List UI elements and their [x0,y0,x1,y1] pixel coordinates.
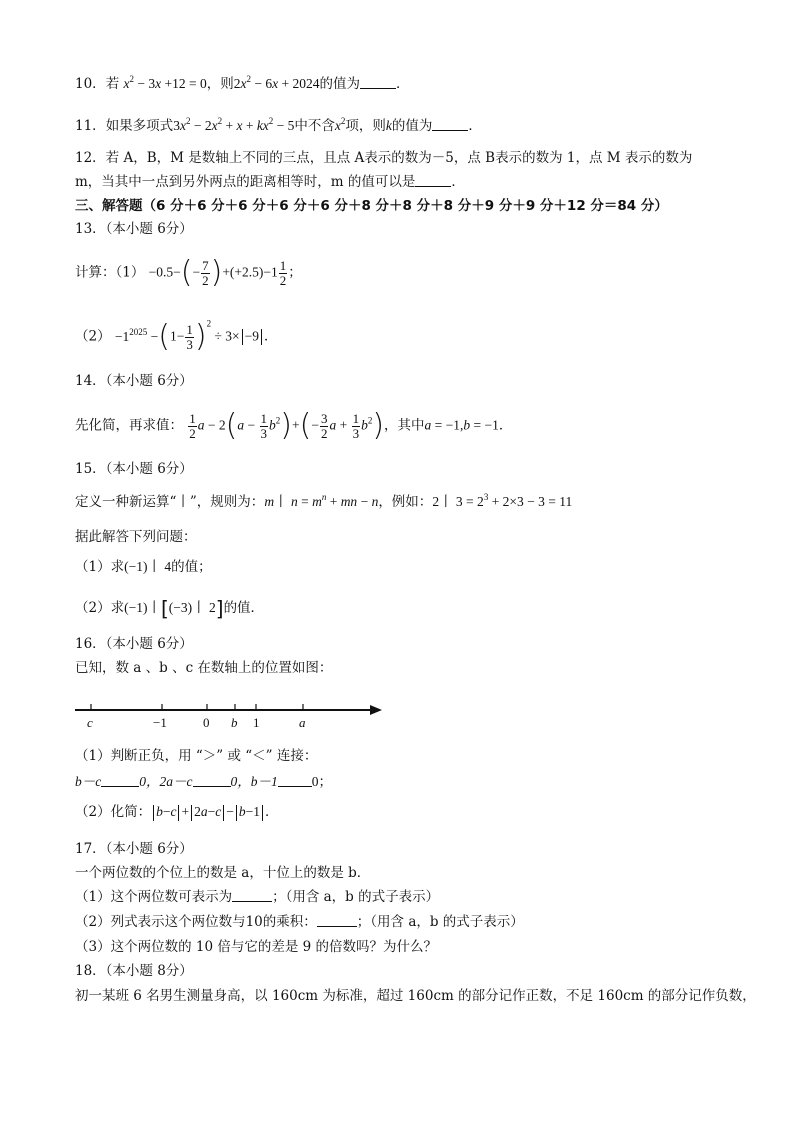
q13-calc: 计算：（1） [75,264,145,281]
question-12-line2 [75,173,465,191]
answer-blank[interactable] [232,889,272,902]
q17-head: 17．（本小题 6分） [75,841,193,857]
q11-end: ． [468,118,482,134]
q15-definition: 定义一种新运算“丨”，规则为：m丨 $n = m^n$ + mn − n，例如：2丨 $3 = 2^3 + 2\times 3 - 3 = 11$ [75,492,573,510]
q16-part1: （1）判断正负，用 “＞” 或 “＜” 连接： [75,748,318,764]
q17-part2 [75,913,524,931]
q15-def-a: 定义一种新运算“ [75,494,177,510]
answer-blank[interactable] [278,774,312,787]
answer-blank[interactable] [415,174,451,187]
q11-post: 的值为 [391,118,433,134]
q13-part2: $(2) -1^{2025} -(1-$ $\frac{1}{3}$ )$^2$ ÷ 3× −9 ． [75,318,278,354]
q11-number: 11． [75,118,106,134]
q10-post2: 的值为 [319,76,360,92]
q13-p2: （2） [75,328,111,345]
expr-b-minus-1: 0，b－1 [230,774,278,789]
q15-head: 15．（本小题 6分） [75,461,193,477]
axis-label-b: b [231,715,238,730]
q14-lead: 先化简，再求值： [75,417,183,434]
q15-p1a: （1）求 [75,559,125,575]
axis-label-1: 1 [253,715,260,730]
q18-line1: 初一某班 6 名男生测量身高，以 160cm 为标准，超过 160cm 的部分记作正数，不足 160cm 的部分记作负数， [75,988,756,1004]
question-10 [75,75,409,93]
q10-expression: $2x^2 - 6x + 2024$ [233,74,320,91]
q15-part2: （2）求(−1)丨[(−3)丨 2]的值． [75,596,265,621]
axis-label-neg1: −1 [153,715,167,730]
q16-part2: （2）化简： b−c + 2a−c − b−1 ． [75,804,279,820]
q10-equation: $x^2 - 3x +12 = 0$ [123,74,207,91]
q16-expressions [75,773,332,791]
q12-end: ． [451,174,465,190]
q10-end: ． [395,76,410,92]
q15-def-c: ，例如： [378,494,433,510]
q18-head: 18．（本小题 8分） [75,963,193,979]
question-11 [75,117,482,135]
axis-label-a: a [299,715,306,730]
q10-pre: 若 [105,76,120,92]
q17-line1: 一个两位数的个位上的数是 a，十位上的数是 b． [75,865,371,881]
q13-part1: 计算：（1） −0.5−(− $\frac{7}{2}$ )+(+2.5)−1 $\frac{1}{2}$ ； [75,255,302,290]
answer-blank[interactable] [317,914,357,927]
expr-2a-minus-c: 0，2a－c [139,774,193,789]
q15-intro: 据此解答下列问题： [75,529,197,545]
q12-line2a: m，当其中一点到另外两点的距离相等时，m 的值可以是 [75,174,416,190]
section-3-title: 三、解答题（6 分＋6 分＋6 分＋6 分＋6 分＋8 分＋8 分＋8 分＋9 分＋9 分＋12 分＝84 分） [75,198,668,214]
q15-p2b: 的值． [223,600,265,616]
q11-polynomial: $3x^2 - 2x^2 + x + kx^2 - 5$ [173,116,295,133]
q17-p1a: （1）这个两位数可表示为 [75,889,233,905]
number-line-figure [70,692,390,736]
arrow-head-icon [370,705,382,715]
q17-part3: （3）这个两位数的 10 倍与它的差是 9 的倍数吗？为什么？ [75,939,438,955]
q14-body: 先化简，再求值： $\frac{1}{2}$ a − 2(a − $\frac{1}{3}$ $b^2)+(-$ $\frac{3}{2}$ a + $\frac{1}{3}$ $b^2$)，其中a = −1,b = −1． [75,408,513,443]
q15-p1b: 的值； [171,559,212,575]
q17-p2b: ；（用含 a，b 的式子表示） [356,914,524,930]
expr-end: 0； [311,774,332,789]
answer-blank[interactable] [432,118,468,131]
q11-k: k [385,118,392,133]
answer-blank[interactable] [193,774,231,787]
q17-p1b: ；（用含 a，b 的式子表示） [272,889,440,905]
q16-p2a: （2）化简： [75,804,152,820]
q10-number: 10． [75,76,106,92]
q13-head: 13．（本小题 6分） [75,221,193,237]
q16-head: 16．（本小题 6分） [75,636,193,652]
q16-intro: 已知，数 a 、b 、c 在数轴上的位置如图： [75,660,333,676]
q15-part1: （1）求(−1)丨 4的值； [75,559,212,575]
axis-label-0: 0 [203,715,210,730]
q14-where: ，其中 [384,417,425,434]
q15-def-b: ”，规则为： [189,494,265,510]
q16-p2b: ． [264,804,279,820]
q17-part1 [75,888,439,906]
question-12-line1: 12．若 A，B，M 是数轴上不同的三点，且点 A表示的数为－5，点 B表示的数为 1，点 M 表示的数为 [75,150,693,166]
answer-blank[interactable] [360,76,396,89]
q11-mid2: 项，则 [345,118,386,134]
q17-p2a: （2）列式表示这个两位数与10的乘积： [75,914,317,930]
q14-head: 14．（本小题 6分） [75,373,193,389]
q11-term: $x^2$ [334,116,346,133]
answer-blank[interactable] [101,774,139,787]
q15-p2a: （2）求 [75,600,125,616]
q11-mid: 中不含 [294,118,335,134]
axis-label-c: c [87,715,93,730]
q10-post: ，则 [206,76,234,92]
q11-pre: 如果多项式 [105,118,174,134]
expr-b-minus-c: b－c [75,774,102,789]
